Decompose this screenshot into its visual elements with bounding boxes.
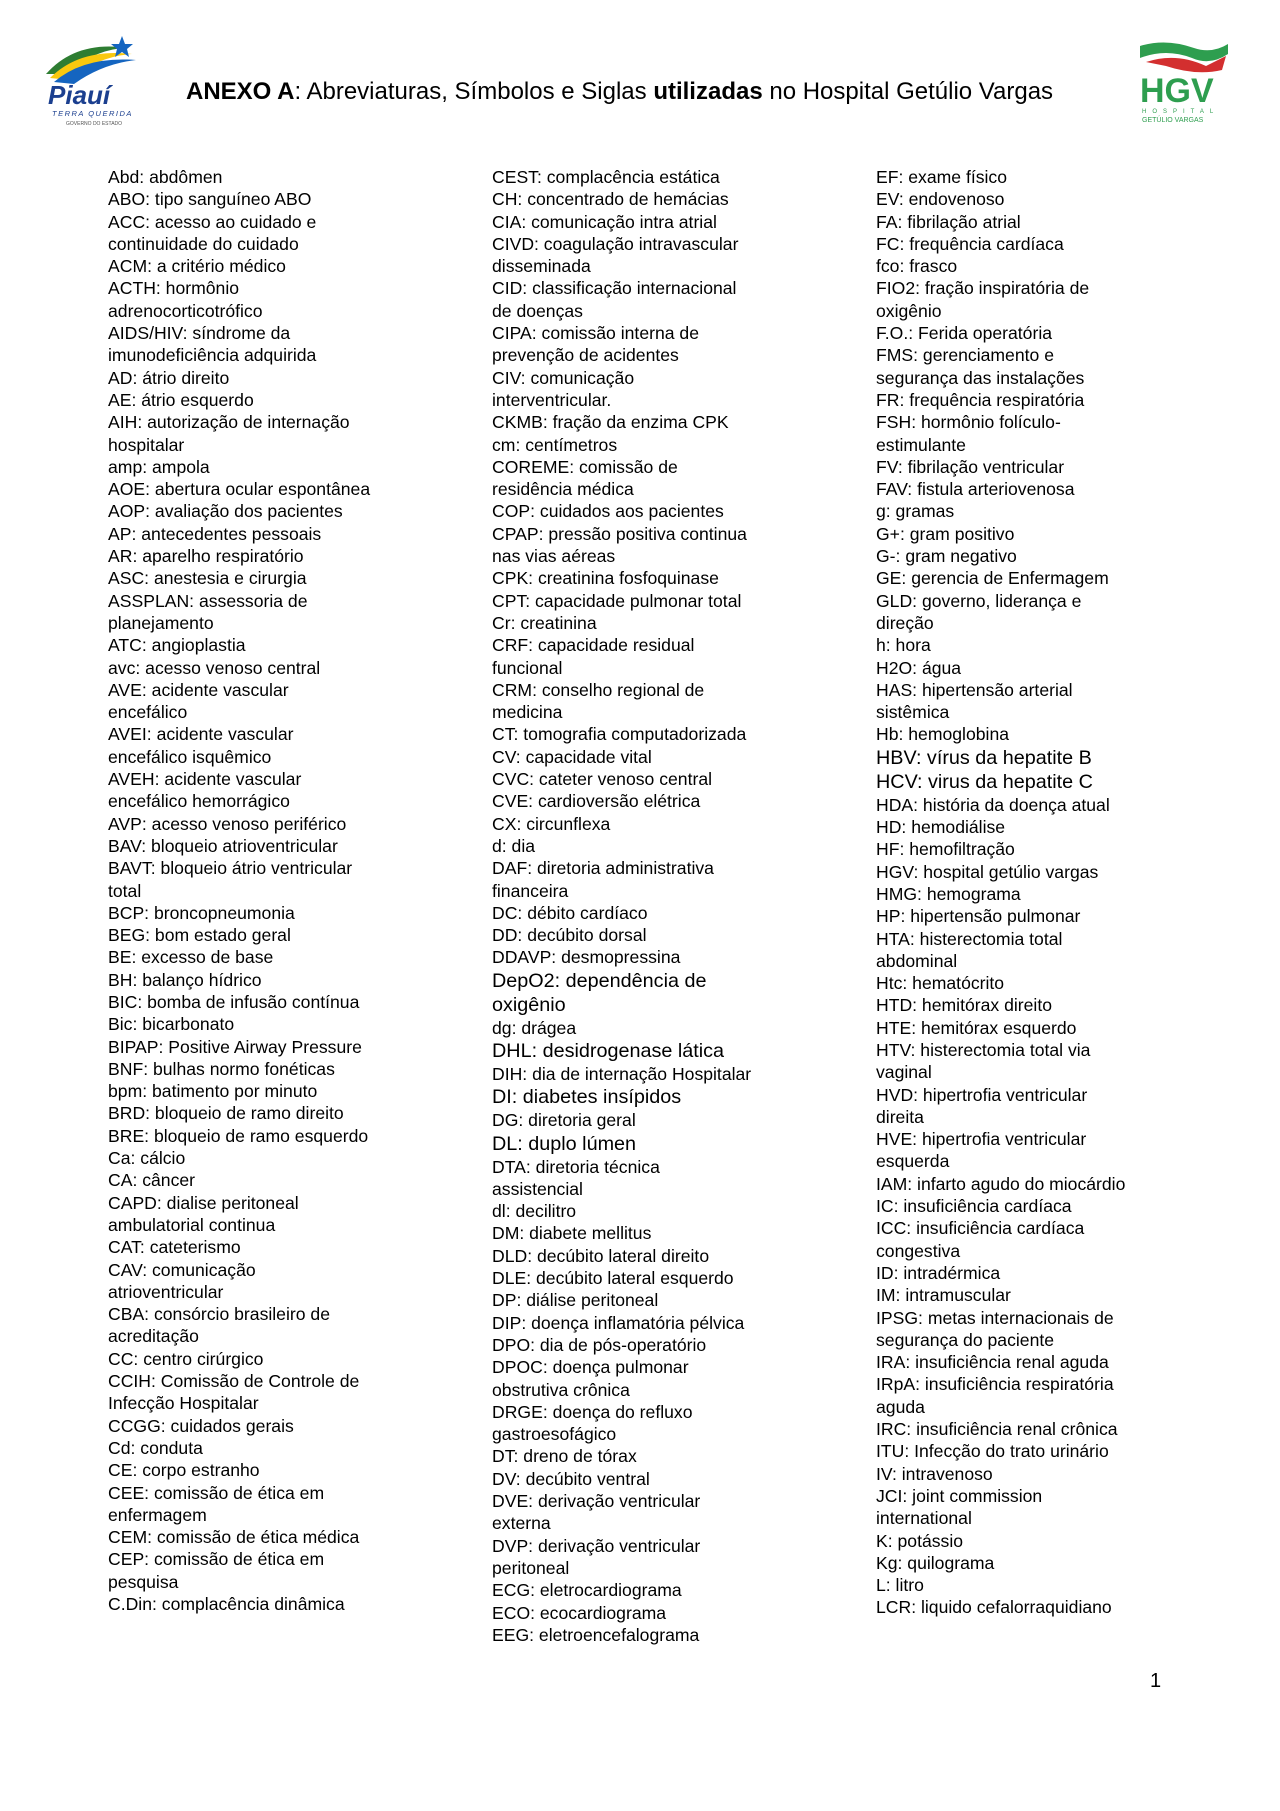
list-item: CT: tomografia computadorizada (492, 724, 747, 745)
list-item: DAF: diretoria administrativa financeira (492, 858, 714, 901)
list-item: DLE: decúbito lateral esquerdo (492, 1268, 734, 1289)
list-item: ITU: Infecção do trato urinário (876, 1441, 1109, 1462)
list-item: FSH: hormônio folículo- estimulante (876, 412, 1061, 455)
list-item: ASC: anestesia e cirurgia (108, 568, 307, 589)
list-item: AVP: acesso venoso periférico (108, 813, 347, 834)
list-item: Bic: bicarbonato (108, 1014, 235, 1035)
list-item: ACC: acesso ao cuidado e continuidade do cuidado (108, 211, 317, 254)
list-item: BIPAP: Positive Airway Pressure (108, 1036, 362, 1057)
list-item: EF: exame físico (876, 167, 1008, 187)
list-item: DM: diabete mellitus (492, 1223, 652, 1244)
list-item: DI: diabetes insípidos (492, 1086, 682, 1109)
list-item: H2O: água (876, 657, 962, 678)
list-item: HAS: hipertensão arterial sistêmica (876, 679, 1073, 723)
list-item: DPOC: doença pulmonar obstrutiva crônica (492, 1357, 689, 1400)
list-item: FR: frequência respiratória (876, 389, 1085, 410)
list-item: dg: drágea (492, 1017, 577, 1038)
list-item: IRpA: insuficiência respiratória aguda (876, 1374, 1114, 1417)
abbreviations-column-3 (876, 166, 1176, 1619)
list-item: L: litro (876, 1575, 924, 1596)
list-item: COREME: comissão de residência médica (492, 456, 678, 500)
list-item: Hb: hemoglobina (876, 724, 1010, 745)
list-item: CEE: comissão de ética em enfermagem (108, 1482, 325, 1525)
list-item: DVP: derivação ventricular peritoneal (492, 1535, 701, 1578)
list-item: DVE: derivação ventricular externa (492, 1491, 701, 1534)
list-item: IRC: insuficiência renal crônica (876, 1419, 1118, 1440)
list-item: BEG: bom estado geral (108, 925, 291, 946)
list-item: bpm: batimento por minuto (108, 1081, 318, 1102)
list-item: IV: intravenoso (876, 1463, 993, 1484)
list-item: HTV: histerectomia total via vaginal (876, 1039, 1091, 1083)
list-item: HBV: vírus da hepatite B (876, 746, 1092, 769)
list-item: ECG: eletrocardiograma (492, 1580, 682, 1601)
list-item: ICC: insuficiência cardíaca congestiva (876, 1218, 1085, 1261)
list-item: AIH: autorização de internação hospitalar (108, 412, 350, 455)
list-item: BCP: broncopneumonia (108, 902, 295, 923)
piaui-logo (36, 34, 154, 130)
list-item: CX: circunflexa (492, 813, 611, 834)
list-item: dl: decilitro (492, 1201, 577, 1222)
list-item: CA: câncer (108, 1170, 196, 1191)
list-item: ASSPLAN: assessoria de planejamento (108, 590, 308, 633)
list-item: CPT: capacidade pulmonar total (492, 590, 742, 611)
list-item: ACM: a critério médico (108, 256, 286, 277)
list-item: HGV: hospital getúlio vargas (876, 861, 1099, 882)
list-item: BE: excesso de base (108, 947, 274, 968)
svg-text:Piauí: Piauí (48, 80, 111, 110)
abbreviations-column-1 (108, 166, 408, 1615)
list-item: CC: centro cirúrgico (108, 1348, 264, 1369)
list-item: K: potássio (876, 1530, 964, 1551)
list-item: ACTH: hormônio adrenocorticotrófico (108, 278, 263, 321)
list-item: HMG: hemograma (876, 883, 1021, 904)
list-item: g: gramas (876, 501, 955, 522)
list-item: CH: concentrado de hemácias (492, 189, 729, 210)
list-item: CCGG: cuidados gerais (108, 1415, 294, 1436)
list-item: ABO: tipo sanguíneo ABO (108, 189, 312, 210)
list-item: BRE: bloqueio de ramo esquerdo (108, 1125, 369, 1146)
list-item: DT: dreno de tórax (492, 1446, 637, 1467)
list-item: CVC: cateter venoso central (492, 769, 713, 790)
list-item: IPSG: metas internacionais de segurança do paciente (876, 1307, 1114, 1350)
list-item: CIVD: coagulação intravascular disseminada (492, 233, 739, 277)
svg-text:HGV: HGV (1140, 72, 1214, 110)
list-item: ATC: angioplastia (108, 635, 246, 656)
list-item: BH: balanço hídrico (108, 969, 262, 990)
list-item: Abd: abdômen (108, 167, 223, 187)
list-item: BRD: bloqueio de ramo direito (108, 1103, 344, 1124)
list-item: CPAP: pressão positiva continua nas vias aéreas (492, 523, 747, 567)
list-item: DLD: decúbito lateral direito (492, 1245, 710, 1266)
list-item: Ca: cálcio (108, 1148, 186, 1169)
list-item: G-: gram negativo (876, 546, 1017, 567)
list-item: IRA: insuficiência renal aguda (876, 1352, 1109, 1373)
list-item: LCR: liquido cefalorraquidiano (876, 1597, 1112, 1618)
list-item: COP: cuidados aos pacientes (492, 501, 724, 522)
list-item: HP: hipertensão pulmonar (876, 906, 1081, 927)
list-item: C.Din: complacência dinâmica (108, 1594, 345, 1614)
list-item: HF: hemofiltração (876, 839, 1015, 860)
list-item: CIA: comunicação intra atrial (492, 211, 717, 232)
list-item: GLD: governo, liderança e direção (876, 590, 1082, 633)
list-item: FA: fibrilação atrial (876, 211, 1021, 232)
list-item: DRGE: doença do refluxo gastroesofágico (492, 1401, 693, 1445)
svg-text:GOVERNO DO ESTADO: GOVERNO DO ESTADO (66, 121, 123, 127)
list-item: CVE: cardioversão elétrica (492, 791, 701, 812)
list-item: FV: fibrilação ventricular (876, 456, 1065, 477)
list-item: CEST: complacência estática (492, 167, 720, 187)
list-item: CE: corpo estranho (108, 1460, 260, 1481)
list-item: IC: insuficiência cardíaca (876, 1196, 1072, 1217)
list-item: CID: classificação internacional de doenças (492, 278, 737, 321)
list-item: DL: duplo lúmen (492, 1132, 637, 1155)
list-item: fco: frasco (876, 256, 958, 277)
list-item: CKMB: fração da enzima CPK (492, 412, 729, 433)
list-item: FIO2: fração inspiratória de oxigênio (876, 278, 1090, 321)
list-item: HCV: virus da hepatite C (876, 770, 1093, 793)
list-item: GE: gerencia de Enfermagem (876, 568, 1109, 589)
list-item: CAPD: dialise peritoneal ambulatorial continua (108, 1192, 299, 1235)
list-item: AVE: acidente vascular encefálico (108, 679, 289, 723)
list-item: DC: débito cardíaco (492, 902, 648, 923)
list-item: CRM: conselho regional de medicina (492, 679, 705, 723)
list-item: cm: centímetros (492, 434, 618, 455)
list-item: FC: frequência cardíaca (876, 233, 1064, 254)
list-item: AD: átrio direito (108, 367, 230, 388)
list-item: AOE: abertura ocular espontânea (108, 479, 371, 500)
list-item: EV: endovenoso (876, 189, 1005, 210)
list-item: IM: intramuscular (876, 1285, 1011, 1306)
list-item: CEM: comissão de ética médica (108, 1527, 360, 1548)
list-item: CBA: consórcio brasileiro de acreditação (108, 1304, 330, 1347)
list-item: HTD: hemitórax direito (876, 995, 1052, 1016)
list-item: DTA: diretoria técnica assistencial (492, 1156, 660, 1199)
list-item: DIP: doença inflamatória pélvica (492, 1312, 745, 1333)
list-item: CIV: comunicação interventricular. (492, 367, 635, 410)
list-item: DHL: desidrogenase lática (492, 1039, 725, 1062)
svg-text:TERRA QUERIDA: TERRA QUERIDA (52, 109, 133, 118)
list-item: Htc: hematócrito (876, 973, 1005, 994)
svg-text:HOSPITAL: HOSPITAL (1142, 109, 1220, 115)
list-item: Cd: conduta (108, 1437, 203, 1458)
list-item: DG: diretoria geral (492, 1110, 636, 1131)
list-item: FMS: gerenciamento e segurança das instalações (876, 345, 1085, 388)
list-item: HTE: hemitórax esquerdo (876, 1017, 1077, 1038)
svg-text:GETÚLIO VARGAS: GETÚLIO VARGAS (1142, 117, 1204, 124)
list-item: AE: átrio esquerdo (108, 389, 254, 410)
list-item: G+: gram positivo (876, 523, 1015, 544)
list-item: DD: decúbito dorsal (492, 925, 647, 946)
list-item: CPK: creatinina fosfoquinase (492, 568, 719, 589)
list-item: DepO2: dependência de oxigênio (492, 969, 707, 1016)
list-item: BNF: bulhas normo fonéticas (108, 1058, 335, 1079)
list-item: avc: acesso venoso central (108, 657, 321, 678)
list-item: DIH: dia de internação Hospitalar (492, 1063, 752, 1084)
list-item: CCIH: Comissão de Controle de Infecção Hospitalar (108, 1371, 360, 1414)
list-item: F.O.: Ferida operatória (876, 323, 1053, 344)
list-item: DPO: dia de pós-operatório (492, 1334, 707, 1355)
list-item: AOP: avaliação dos pacientes (108, 501, 343, 522)
list-item: amp: ampola (108, 456, 210, 477)
list-item: DDAVP: desmopressina (492, 947, 681, 968)
list-item: ID: intradérmica (876, 1262, 1001, 1283)
abbreviations-column-2 (492, 166, 792, 1646)
list-item: CAV: comunicação atrioventricular (108, 1259, 256, 1302)
list-item: HD: hemodiálise (876, 817, 1006, 838)
list-item: FAV: fistula arteriovenosa (876, 479, 1075, 500)
list-item: HVE: hipertrofia ventricular esquerda (876, 1129, 1087, 1172)
page-number: 1 (1150, 1670, 1162, 1692)
list-item: h: hora (876, 635, 931, 656)
list-item: AVEI: acidente vascular encefálico isquêmico (108, 724, 294, 767)
list-item: AVEH: acidente vascular encefálico hemorrágico (108, 769, 302, 812)
list-item: EEG: eletroencefalograma (492, 1624, 700, 1645)
list-item: AP: antecedentes pessoais (108, 523, 322, 544)
list-item: IAM: infarto agudo do miocárdio (876, 1173, 1126, 1194)
list-item: DP: diálise peritoneal (492, 1290, 659, 1311)
list-item: CV: capacidade vital (492, 746, 652, 767)
list-item: CAT: cateterismo (108, 1237, 241, 1258)
list-item: BIC: bomba de infusão contínua (108, 991, 360, 1012)
list-item: Cr: creatinina (492, 612, 597, 633)
list-item: HVD: hipertrofia ventricular direita (876, 1084, 1088, 1127)
list-item: BAV: bloqueio atrioventricular (108, 835, 338, 856)
list-item: Kg: quilograma (876, 1552, 995, 1573)
list-item: d: dia (492, 835, 536, 856)
list-item: CRF: capacidade residual funcional (492, 635, 695, 678)
hgv-logo (1136, 36, 1232, 126)
list-item: HTA: histerectomia total abdominal (876, 928, 1063, 971)
list-item: CIPA: comissão interna de prevenção de acidentes (492, 323, 699, 366)
list-item: DV: decúbito ventral (492, 1468, 650, 1489)
list-item: BAVT: bloqueio átrio ventricular total (108, 858, 353, 901)
list-item: JCI: joint commission international (876, 1485, 1043, 1529)
list-item: AR: aparelho respiratório (108, 546, 304, 567)
page-title: ANEXO A: Abreviaturas, Símbolos e Siglas utilizadas no Hospital Getúlio Vargas (186, 78, 1054, 105)
list-item: HDA: história da doença atual (876, 794, 1110, 815)
list-item: AIDS/HIV: síndrome da imunodeficiência adquirida (108, 323, 317, 366)
list-item: CEP: comissão de ética em pesquisa (108, 1549, 325, 1592)
list-item: ECO: ecocardiograma (492, 1602, 667, 1623)
